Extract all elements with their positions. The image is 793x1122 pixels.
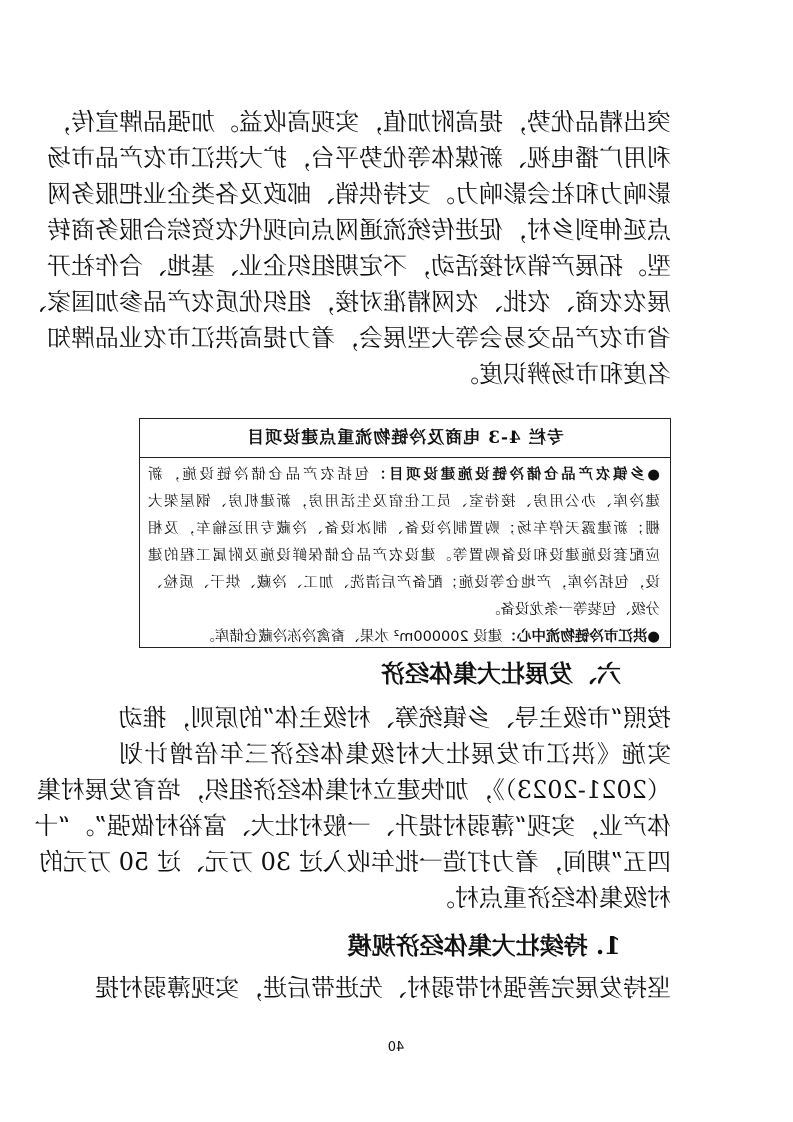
text-line: 利用广播电视、新媒体等优势平台，扩大洪江市农产品市场 <box>47 144 671 172</box>
text-line: 名度和市场辨识度。 <box>455 360 671 388</box>
box-line <box>148 462 660 489</box>
text-line: 点延伸到乡村，促进传统流通网点向现代农资综合服务商转 <box>47 216 671 244</box>
box-line: 棚；新建露天停车场；购置制冷设备、制冰设备、冷藏专用运输车，及相 <box>148 521 660 537</box>
column-box-body <box>140 458 670 651</box>
column-box-4-3 <box>139 418 671 648</box>
text-line: 突出精品优势，提高附加值，实现高收益。加强品牌宣传， <box>47 108 671 136</box>
page-number: 40 <box>387 1040 405 1055</box>
column-box-title: 专栏 4-3 电商及冷链物流重点建设项目 <box>140 419 670 458</box>
text-line: 实施《洪江市发展壮大村级集体经济三年倍增计划 <box>119 740 671 768</box>
section-heading: 六、发展壮大集体经济 <box>381 659 621 688</box>
text-line: 村级集体经济重点村。 <box>431 884 671 912</box>
text-line: 展农农商、农批、农网精准对接，组织优质农产品参加国家、 <box>23 288 671 316</box>
text-line: 省市农产品交易会等大型展会，着力提高洪江市农业品牌知 <box>47 324 671 352</box>
text-line: 坚持发展完善强村带弱村、先进带后进，实现薄弱村提 <box>95 974 671 1002</box>
text-line: 四五”期间，着力打造一批年收入过 30 万元、过 50 万元的 <box>39 848 671 876</box>
subsection-heading: 1. 持续壮大集体经济规模 <box>347 931 621 960</box>
box-line <box>148 624 660 651</box>
item-text: 建设 200000m² 水果、畜禽冷冻冷藏仓储库。 <box>200 629 503 645</box>
box-line: 建冷库、办公用房、接待室、员工住宿及生活用房，新建机房、钢屋架大 <box>148 494 660 510</box>
paragraph-collective-economy <box>34 700 671 916</box>
text-line: 型。拓展产销对接活动，不定期组织企业、基地、合作社开 <box>47 252 671 280</box>
text-line: 按照“市级主导、乡镇统筹、村级主体”的原则，推动 <box>118 704 671 732</box>
box-line: 应配套设施建设和设备购置等。建设农产品仓储保鲜设施及附属工程的建 <box>148 548 660 564</box>
text-line: 体产业，实现“薄弱村提升、一般村壮大、富裕村做强”。“十 <box>34 812 671 840</box>
item-label-cold-chain-project: ●乡镇农产品仓储冷链设施建设项目： <box>369 467 660 483</box>
box-line: 分级、包装等一条龙设备。 <box>486 602 660 618</box>
item-label-logistics-center: ●洪江市冷链物流中心： <box>502 629 660 645</box>
paragraph-market-promotion <box>23 104 671 392</box>
text-line: （2021-2023）》，加快建立村集体经济组织，培育发展村集 <box>36 776 671 804</box>
paragraph-strong-helps-weak <box>95 970 671 1006</box>
box-line: 设，包括冷库，产地仓等设施；配备产后清洗、加工、冷藏、烘干、质检、 <box>148 575 660 591</box>
text-line: 影响力和社会影响力。支持供销、邮政及各类企业把服务网 <box>47 180 671 208</box>
item-text: 包括农产品仓储冷链设施，新 <box>148 467 370 483</box>
